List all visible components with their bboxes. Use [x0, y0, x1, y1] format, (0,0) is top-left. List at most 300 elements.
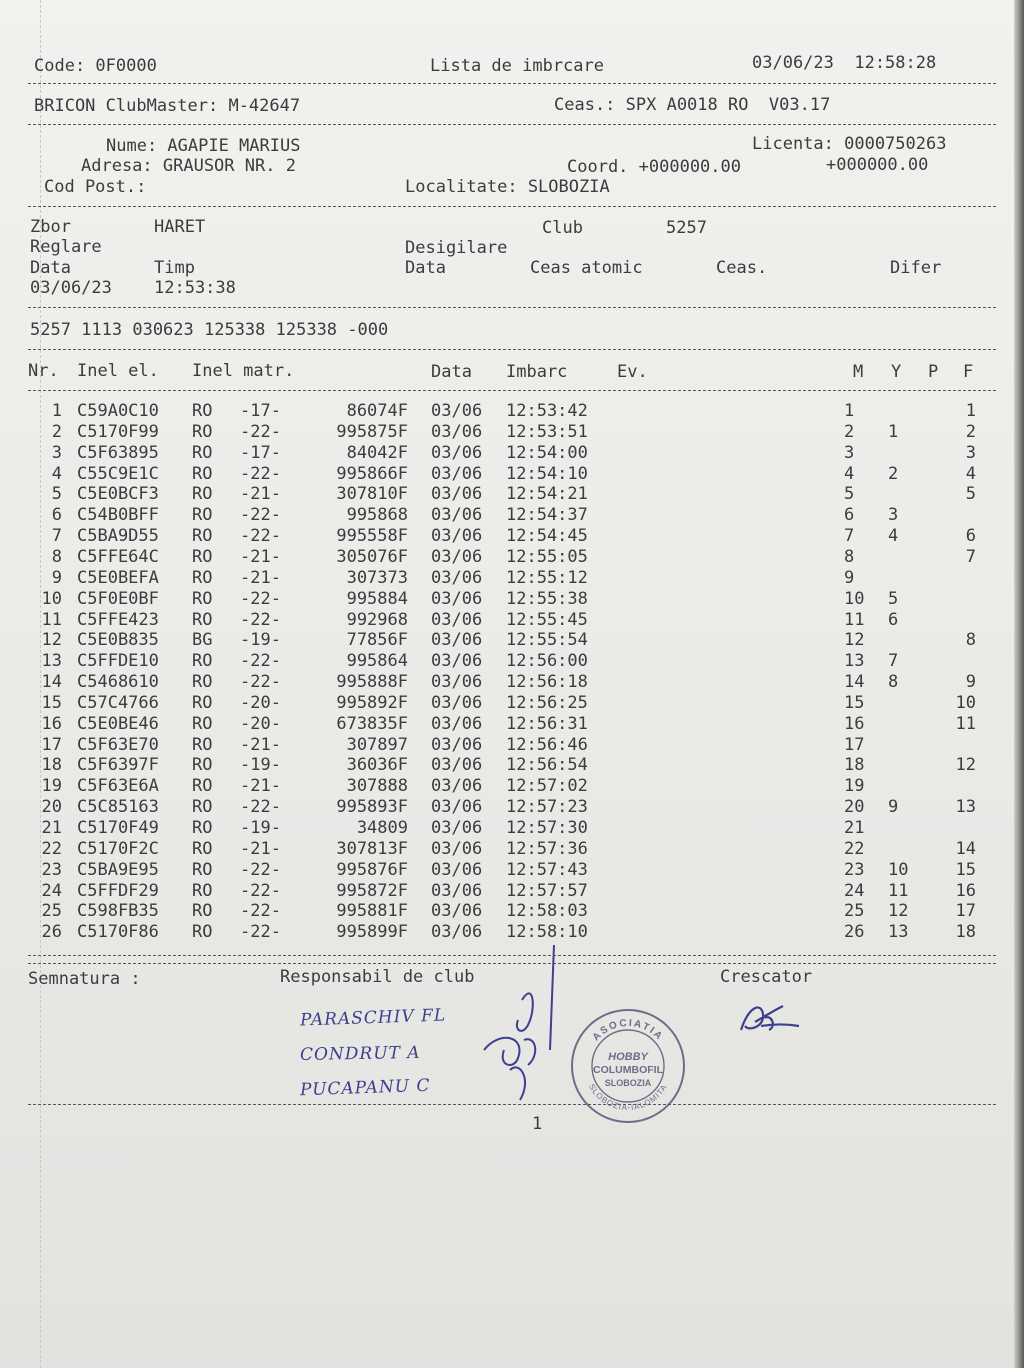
- row-number: 4: [51, 463, 62, 484]
- table-row: [0, 651, 1000, 672]
- ring-year: -22-: [240, 672, 281, 693]
- rank-m: 18: [844, 755, 865, 776]
- arrival-date: 03/06: [431, 588, 483, 609]
- rank-m: 26: [844, 922, 865, 943]
- registration-ring: 995864: [346, 651, 408, 672]
- ring-year: -22-: [240, 588, 281, 609]
- row-number: 2: [51, 421, 62, 442]
- table-row: [0, 735, 1000, 756]
- rank-m: 12: [844, 630, 865, 651]
- rank-m: 19: [844, 776, 865, 797]
- col-header-ev: Ev.: [617, 362, 648, 382]
- table-row: [0, 714, 1000, 735]
- country-code: RO: [192, 526, 213, 547]
- arrival-date: 03/06: [431, 734, 483, 755]
- rank-f: 5: [965, 484, 976, 505]
- arrival-date: 03/06: [431, 755, 483, 776]
- rank-m: 15: [844, 692, 865, 713]
- rank-f: 14: [955, 838, 976, 859]
- rank-f: 11: [955, 713, 976, 734]
- rank-m: 7: [844, 526, 855, 547]
- registration-ring: 86074F: [346, 401, 408, 421]
- country-code: RO: [192, 713, 213, 734]
- row-number: 8: [51, 546, 62, 567]
- rank-f: 7: [965, 546, 976, 567]
- registration-ring: 307897: [346, 734, 408, 755]
- table-row: [0, 860, 1000, 881]
- date-label: Data: [30, 258, 71, 278]
- registration-ring: 36036F: [346, 755, 408, 776]
- row-number: 26: [41, 922, 62, 943]
- arrival-time: 12:55:38: [506, 588, 588, 609]
- table-row: [0, 672, 1000, 693]
- table-row: [0, 484, 1000, 505]
- country-code: RO: [192, 463, 213, 484]
- registration-ring: 307888: [346, 776, 408, 797]
- table-row: [0, 776, 1000, 797]
- electronic-ring: C5FFDE10: [77, 651, 159, 672]
- arrival-date: 03/06: [431, 776, 483, 797]
- country-code: RO: [192, 755, 213, 776]
- arrival-time: 12:55:12: [506, 567, 588, 588]
- arrival-time: 12:53:42: [506, 401, 588, 421]
- registration-ring: 34809: [356, 818, 408, 838]
- arrival-time: 12:54:21: [506, 484, 588, 505]
- registration-ring: 305076F: [336, 546, 408, 567]
- country-code: RO: [192, 401, 213, 421]
- electronic-ring: C5170F49: [77, 818, 159, 838]
- arrival-time: 12:53:51: [506, 421, 588, 442]
- electronic-ring: C598FB35: [77, 901, 159, 922]
- country-code: RO: [192, 609, 213, 630]
- handwritten-name-3: PUCAPANU C: [299, 1075, 431, 1101]
- setting-date: 03/06/23: [30, 278, 112, 298]
- ring-year: -21-: [240, 838, 281, 859]
- row-number: 13: [41, 651, 62, 672]
- arrival-time: 12:55:05: [506, 546, 588, 567]
- arrival-date: 03/06: [431, 526, 483, 547]
- rank-m: 20: [844, 797, 865, 818]
- electronic-ring: C54B0BFF: [77, 505, 159, 526]
- table-row: [0, 568, 1000, 589]
- table-row: [0, 818, 1000, 839]
- electronic-ring: C5C85163: [77, 797, 159, 818]
- club-responsible-label: Responsabil de club: [280, 967, 475, 987]
- rank-y: 4: [888, 526, 899, 547]
- rank-m: 17: [844, 734, 865, 755]
- rank-m: 5: [844, 484, 855, 505]
- clock-label: Ceas.: [716, 258, 768, 278]
- arrival-date: 03/06: [431, 567, 483, 588]
- country-code: RO: [192, 734, 213, 755]
- row-number: 7: [51, 526, 62, 547]
- ring-year: -21-: [240, 734, 281, 755]
- stamp-line-3: SLOBOZIA: [604, 1078, 652, 1088]
- arrival-time: 12:57:30: [506, 818, 588, 838]
- registration-ring: 995892F: [336, 692, 408, 713]
- col-header-nr: Nr.: [28, 361, 59, 381]
- rank-y: 13: [888, 922, 909, 943]
- country-code: RO: [192, 901, 213, 922]
- table-row: [0, 881, 1000, 902]
- country-code: RO: [192, 776, 213, 797]
- rank-m: 24: [844, 880, 865, 901]
- arrival-date: 03/06: [431, 901, 483, 922]
- arrival-time: 12:58:03: [506, 901, 588, 922]
- ring-year: -21-: [240, 484, 281, 505]
- arrival-time: 12:57:02: [506, 776, 588, 797]
- ring-year: -20-: [240, 692, 281, 713]
- rank-m: 1: [844, 401, 855, 421]
- arrival-time: 12:56:25: [506, 692, 588, 713]
- row-number: 10: [41, 588, 62, 609]
- registration-ring: 995875F: [336, 421, 408, 442]
- table-row: [0, 505, 1000, 526]
- ring-year: -22-: [240, 526, 281, 547]
- atomic-clock-label: Ceas atomic: [530, 258, 643, 278]
- rank-y: 6: [888, 609, 899, 630]
- coordinates-label: Coord. +000000.00: [567, 157, 741, 177]
- arrival-date: 03/06: [431, 401, 483, 421]
- country-code: RO: [192, 442, 213, 463]
- rank-f: 1: [965, 401, 976, 421]
- table-row: [0, 547, 1000, 568]
- registration-ring: 995872F: [336, 880, 408, 901]
- rank-m: 8: [844, 546, 855, 567]
- arrival-time: 12:56:46: [506, 734, 588, 755]
- registration-ring: 307373: [346, 567, 408, 588]
- rank-m: 25: [844, 901, 865, 922]
- electronic-ring: C59A0C10: [77, 401, 159, 421]
- registration-ring: 995866F: [336, 463, 408, 484]
- time-label: Timp: [154, 258, 195, 278]
- arrival-date: 03/06: [431, 421, 483, 442]
- row-number: 11: [41, 609, 62, 630]
- rank-m: 16: [844, 713, 865, 734]
- ring-year: -17-: [240, 401, 281, 421]
- table-row: [0, 630, 1000, 651]
- registration-ring: 995893F: [336, 797, 408, 818]
- country-code: RO: [192, 421, 213, 442]
- owner-license: Licenta: 0000750263: [752, 134, 947, 154]
- registration-ring: 84042F: [346, 442, 408, 463]
- stamp-line-1: HOBBY: [608, 1051, 648, 1063]
- rank-f: 8: [965, 630, 976, 651]
- divider: [28, 390, 996, 391]
- row-number: 19: [41, 776, 62, 797]
- arrival-time: 12:54:45: [506, 526, 588, 547]
- col-header-m: M: [853, 362, 864, 382]
- row-number: 5: [51, 484, 62, 505]
- registration-ring: 995868: [346, 505, 408, 526]
- rank-f: 18: [955, 922, 976, 943]
- divider: [28, 1104, 996, 1105]
- postal-code: Cod Post.:: [44, 177, 147, 197]
- arrival-time: 12:55:54: [506, 630, 588, 651]
- coordinates-value: +000000.00: [826, 155, 929, 175]
- col-header-data: Data: [431, 362, 472, 382]
- row-number: 14: [41, 672, 62, 693]
- rank-y: 8: [888, 672, 899, 693]
- rank-f: 17: [955, 901, 976, 922]
- signature-label: Semnatura :: [28, 969, 141, 989]
- table-row: [0, 422, 1000, 443]
- country-code: RO: [192, 505, 213, 526]
- row-number: 6: [51, 505, 62, 526]
- table-row: [0, 693, 1000, 714]
- country-code: RO: [192, 567, 213, 588]
- row-number: 9: [51, 567, 62, 588]
- stamp-top-text: ASOCIATIA: [590, 1017, 666, 1044]
- country-code: RO: [192, 546, 213, 567]
- rank-m: 4: [844, 463, 855, 484]
- divider: [28, 124, 996, 125]
- registration-ring: 992968: [346, 609, 408, 630]
- electronic-ring: C5F0E0BF: [77, 588, 159, 609]
- rank-f: 9: [965, 672, 976, 693]
- electronic-ring: C5170F2C: [77, 838, 159, 859]
- arrival-time: 12:58:10: [506, 922, 588, 943]
- row-number: 21: [41, 818, 62, 838]
- rank-m: 11: [844, 609, 865, 630]
- setting-label: Reglare: [30, 237, 102, 257]
- ring-year: -22-: [240, 901, 281, 922]
- paper-shadow: [1014, 0, 1024, 1368]
- electronic-ring: C5E0BE46: [77, 713, 159, 734]
- arrival-time: 12:56:18: [506, 672, 588, 693]
- electronic-ring: C5E0BEFA: [77, 567, 159, 588]
- col-header-p: P: [928, 362, 939, 382]
- rank-y: 9: [888, 797, 899, 818]
- electronic-ring: C5FFE423: [77, 609, 159, 630]
- rank-m: 14: [844, 672, 865, 693]
- unsealing-date-label: Data: [405, 258, 446, 278]
- row-number: 25: [41, 901, 62, 922]
- rank-y: 2: [888, 463, 899, 484]
- arrival-date: 03/06: [431, 922, 483, 943]
- flight-label: Zbor: [30, 217, 71, 237]
- arrival-date: 03/06: [431, 880, 483, 901]
- ring-year: -21-: [240, 546, 281, 567]
- row-number: 22: [41, 838, 62, 859]
- rank-m: 13: [844, 651, 865, 672]
- flight-code-line: 5257 1113 030623 125338 125338 -000: [30, 320, 389, 340]
- country-code: BG: [192, 630, 213, 651]
- arrival-time: 12:57:43: [506, 859, 588, 880]
- owner-name: Nume: AGAPIE MARIUS: [106, 136, 301, 156]
- rank-m: 3: [844, 442, 855, 463]
- country-code: RO: [192, 484, 213, 505]
- club-value: 5257: [666, 218, 707, 238]
- country-code: RO: [192, 797, 213, 818]
- rank-y: 11: [888, 880, 909, 901]
- rank-m: 23: [844, 859, 865, 880]
- electronic-ring: C5BA9D55: [77, 526, 159, 547]
- electronic-ring: C5BA9E95: [77, 859, 159, 880]
- divider: [28, 83, 996, 84]
- table-row: [0, 610, 1000, 631]
- ring-year: -22-: [240, 505, 281, 526]
- row-number: 12: [41, 630, 62, 651]
- print-datetime: 03/06/23 12:58:28: [752, 53, 937, 73]
- arrival-date: 03/06: [431, 838, 483, 859]
- table-row: [0, 526, 1000, 547]
- arrival-date: 03/06: [431, 484, 483, 505]
- rank-f: 3: [965, 442, 976, 463]
- code-label: Code: 0F0000: [34, 56, 157, 76]
- ring-year: -19-: [240, 630, 281, 651]
- electronic-ring: C57C4766: [77, 692, 159, 713]
- country-code: RO: [192, 692, 213, 713]
- locality: Localitate: SLOBOZIA: [405, 177, 610, 197]
- arrival-date: 03/06: [431, 713, 483, 734]
- divider: [28, 307, 996, 308]
- arrival-date: 03/06: [431, 463, 483, 484]
- row-number: 18: [41, 755, 62, 776]
- ring-year: -22-: [240, 463, 281, 484]
- rank-y: 3: [888, 505, 899, 526]
- ring-year: -22-: [240, 922, 281, 943]
- table-row: [0, 901, 1000, 922]
- software-version: BRICON ClubMaster: M-42647: [34, 96, 301, 116]
- rank-f: 12: [955, 755, 976, 776]
- stamp-line-2: COLUMBOFIL: [593, 1064, 663, 1076]
- registration-ring: 995899F: [336, 922, 408, 943]
- table-row: [0, 755, 1000, 776]
- table-row: [0, 797, 1000, 818]
- ring-year: -21-: [240, 776, 281, 797]
- table-row: [0, 443, 1000, 464]
- arrival-date: 03/06: [431, 797, 483, 818]
- arrival-time: 12:55:45: [506, 609, 588, 630]
- owner-address: Adresa: GRAUSOR NR. 2: [81, 156, 296, 176]
- electronic-ring: C5F63E70: [77, 734, 159, 755]
- electronic-ring: C5170F99: [77, 421, 159, 442]
- rank-y: 10: [888, 859, 909, 880]
- electronic-ring: C5468610: [77, 672, 159, 693]
- country-code: RO: [192, 922, 213, 943]
- table-row: [0, 401, 1000, 422]
- rank-y: 5: [888, 588, 899, 609]
- page-number: 1: [532, 1114, 543, 1134]
- electronic-ring: C5F63895: [77, 442, 159, 463]
- ring-year: -22-: [240, 880, 281, 901]
- arrival-date: 03/06: [431, 609, 483, 630]
- arrival-date: 03/06: [431, 546, 483, 567]
- table-row: [0, 464, 1000, 485]
- arrival-date: 03/06: [431, 818, 483, 838]
- rank-y: 12: [888, 901, 909, 922]
- row-number: 16: [41, 713, 62, 734]
- arrival-date: 03/06: [431, 692, 483, 713]
- rank-m: 10: [844, 588, 865, 609]
- country-code: RO: [192, 859, 213, 880]
- country-code: RO: [192, 880, 213, 901]
- handwritten-name-2: CONDRUT A: [299, 1042, 421, 1066]
- registration-ring: 307810F: [336, 484, 408, 505]
- flight-value: HARET: [154, 217, 206, 237]
- setting-time: 12:53:38: [154, 278, 236, 298]
- document-title: Lista de imbrcare: [430, 56, 604, 76]
- rank-f: 4: [965, 463, 976, 484]
- rank-m: 21: [844, 818, 865, 838]
- arrival-time: 12:56:54: [506, 755, 588, 776]
- rank-y: 1: [888, 421, 899, 442]
- arrival-time: 12:57:36: [506, 838, 588, 859]
- country-code: RO: [192, 818, 213, 838]
- ring-year: -17-: [240, 442, 281, 463]
- row-number: 24: [41, 880, 62, 901]
- table-row: [0, 589, 1000, 610]
- row-number: 20: [41, 797, 62, 818]
- divider: [28, 349, 996, 350]
- stamp-bottom-text: SLOBOZIA-IALOMITA: [586, 1082, 670, 1113]
- ring-year: -19-: [240, 755, 281, 776]
- ring-year: -19-: [240, 818, 281, 838]
- rank-m: 2: [844, 421, 855, 442]
- unsealing-label: Desigilare: [405, 238, 508, 258]
- registration-ring: 995881F: [336, 901, 408, 922]
- table-row: [0, 839, 1000, 860]
- arrival-time: 12:57:57: [506, 880, 588, 901]
- row-number: 15: [41, 692, 62, 713]
- arrival-date: 03/06: [431, 630, 483, 651]
- arrival-date: 03/06: [431, 651, 483, 672]
- ring-year: -22-: [240, 797, 281, 818]
- clock-id: Ceas.: SPX A0018 RO V03.17: [554, 95, 831, 115]
- rank-f: 16: [955, 880, 976, 901]
- electronic-ring: C5E0B835: [77, 630, 159, 651]
- country-code: RO: [192, 651, 213, 672]
- ring-year: -22-: [240, 609, 281, 630]
- ring-year: -20-: [240, 713, 281, 734]
- col-header-f: F: [963, 362, 974, 382]
- rank-y: 7: [888, 651, 899, 672]
- electronic-ring: C5FFDF29: [77, 880, 159, 901]
- electronic-ring: C5F6397F: [77, 755, 159, 776]
- registration-ring: 995884: [346, 588, 408, 609]
- ring-year: -22-: [240, 421, 281, 442]
- rank-f: 10: [955, 692, 976, 713]
- arrival-date: 03/06: [431, 672, 483, 693]
- breeder-label: Crescator: [720, 967, 813, 987]
- rank-m: 9: [844, 567, 855, 588]
- col-header-inel-matr: Inel matr.: [192, 361, 295, 381]
- electronic-ring: C5E0BCF3: [77, 484, 159, 505]
- electronic-ring: C55C9E1C: [77, 463, 159, 484]
- rank-m: 22: [844, 838, 865, 859]
- country-code: RO: [192, 838, 213, 859]
- arrival-time: 12:57:23: [506, 797, 588, 818]
- arrival-time: 12:56:31: [506, 713, 588, 734]
- registration-ring: 307813F: [336, 838, 408, 859]
- col-header-inel-el: Inel el.: [77, 361, 159, 381]
- arrival-time: 12:56:00: [506, 651, 588, 672]
- country-code: RO: [192, 672, 213, 693]
- arrival-date: 03/06: [431, 505, 483, 526]
- rank-f: 6: [965, 526, 976, 547]
- row-number: 3: [51, 442, 62, 463]
- col-header-imbarc: Imbarc: [506, 362, 568, 382]
- registration-ring: 995558F: [336, 526, 408, 547]
- electronic-ring: C5F63E6A: [77, 776, 159, 797]
- arrival-time: 12:54:10: [506, 463, 588, 484]
- association-stamp: [566, 1004, 690, 1128]
- registration-ring: 673835F: [336, 713, 408, 734]
- registration-ring: 77856F: [346, 630, 408, 651]
- rank-f: 15: [955, 859, 976, 880]
- col-header-y: Y: [891, 362, 902, 382]
